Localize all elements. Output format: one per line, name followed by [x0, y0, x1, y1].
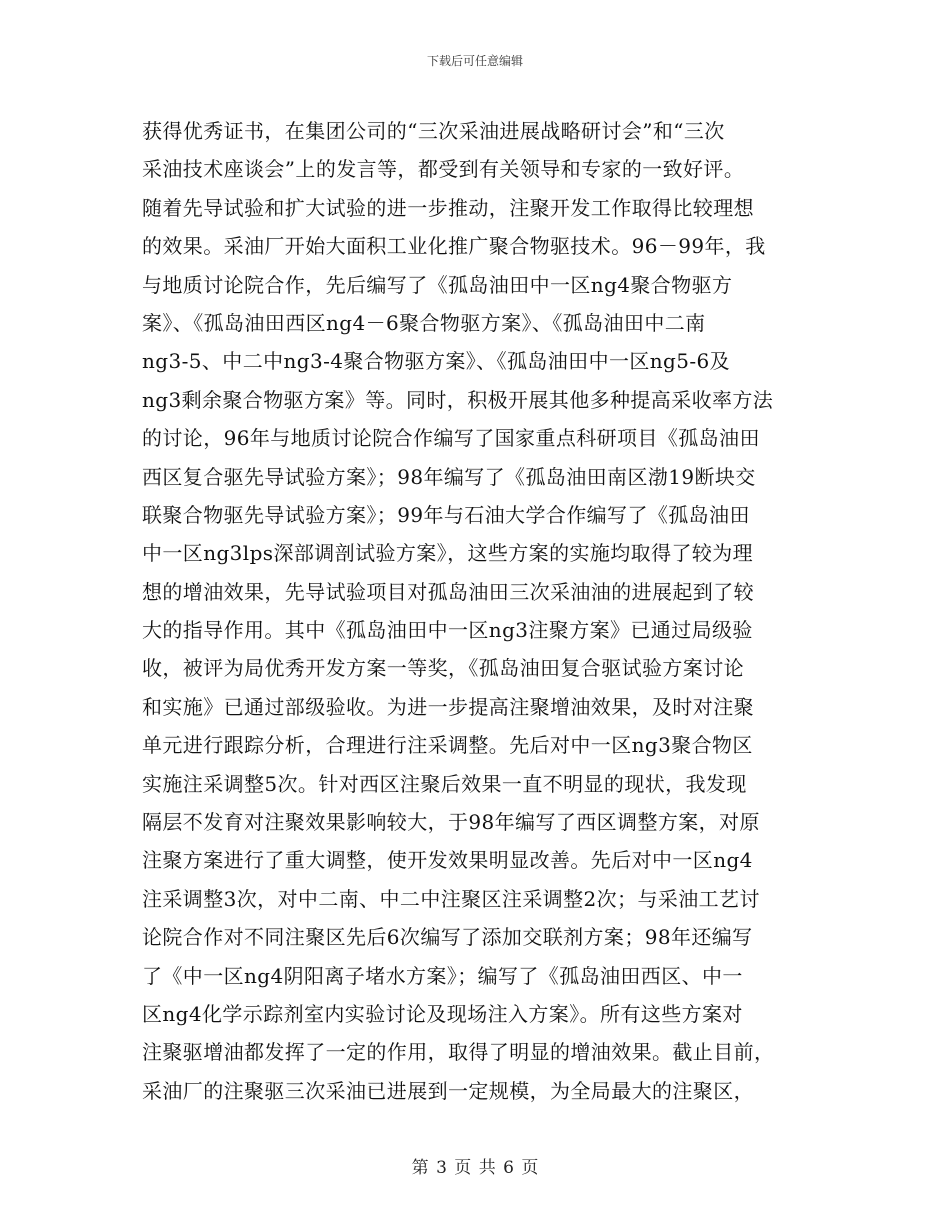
- text-line: 随着先导试验和扩大试验的进一步推动，注聚开发工作取得比较理想: [142, 195, 754, 220]
- text-line: 注聚驱增油都发挥了一定的作用，取得了明显的增油效果。截止目前，: [142, 1040, 775, 1065]
- text-line: 想的增油效果，先导试验项目对孤岛油田三次采油油的进展起到了较: [142, 579, 754, 604]
- text-line: 西区复合驱先导试验方案》；98年编写了《孤岛油田南区渤19断块交: [142, 464, 756, 489]
- text-line: 中一区ng3lps深部调剖试验方案》，这些方案的实施均取得了较为理: [142, 541, 754, 566]
- text-line: 注聚方案进行了重大调整，使开发效果明显改善。先后对中一区ng4: [142, 848, 753, 873]
- text-line: 采油厂的注聚驱三次采油已进展到一定规模，为全局最大的注聚区，: [142, 1078, 754, 1103]
- text-line: ng3-5、中二中ng3-4聚合物驱方案》、《孤岛油田中一区ng5-6及: [142, 349, 731, 374]
- text-line: 采油技术座谈会”上的发言等，都受到有关领导和专家的一致好评。: [142, 157, 745, 182]
- text-line: 与地质讨论院合作，先后编写了《孤岛油田中一区ng4聚合物驱方: [142, 272, 733, 297]
- text-line: 实施注采调整5次。针对西区注聚后效果一直不明显的现状，我发现: [142, 771, 747, 796]
- text-line: 和实施》已通过部级验收。为进一步提高注聚增油效果，及时对注聚: [142, 694, 754, 719]
- text-line: ng3剩余聚合物驱方案》等。同时，积极开展其他多种提高采收率方法: [142, 387, 774, 412]
- page-header: 下载后可任意编辑: [426, 54, 523, 68]
- text-line: 了《中一区ng4阴阳离子堵水方案》；编写了《孤岛油田西区、中一: [142, 963, 743, 988]
- text-line: 隔层不发育对注聚效果影响较大，于98年编写了西区调整方案，对原: [142, 810, 760, 835]
- text-line: 区ng4化学示踪剂室内实验讨论及现场注入方案》。所有这些方案对: [142, 1001, 743, 1026]
- text-line: 注采调整3次，对中二南、中二中注聚区注采调整2次；与采油工艺讨: [142, 886, 760, 911]
- text-line: 联聚合物驱先导试验方案》；99年与石油大学合作编写了《孤岛油田: [142, 502, 750, 527]
- text-line: 的效果。采油厂开始大面积工业化推广聚合物驱技术。96－99年，我: [142, 234, 766, 259]
- text-line: 大的指导作用。其中《孤岛油田中一区ng3注聚方案》已通过局级验: [142, 618, 753, 643]
- text-line: 的讨论，96年与地质讨论院合作编写了国家重点科研项目《孤岛油田: [142, 426, 760, 451]
- body-text: [142, 112, 812, 1110]
- page-footer: 第 3 页 共 6 页: [411, 1158, 539, 1178]
- text-line: 单元进行跟踪分析，合理进行注采调整。先后对中一区ng3聚合物区: [142, 733, 753, 758]
- text-line: 获得优秀证书，在集团公司的“三次采油进展战略研讨会”和“三次: [142, 119, 725, 143]
- text-line: 收，被评为局优秀开发方案一等奖，《孤岛油田复合驱试验方案讨论: [142, 656, 744, 681]
- text-line: 论院合作对不同注聚区先后6次编写了添加交联剂方案；98年还编写: [142, 925, 753, 950]
- text-line: 案》、《孤岛油田西区ng4－6聚合物驱方案》、《孤岛油田中二南: [142, 310, 706, 335]
